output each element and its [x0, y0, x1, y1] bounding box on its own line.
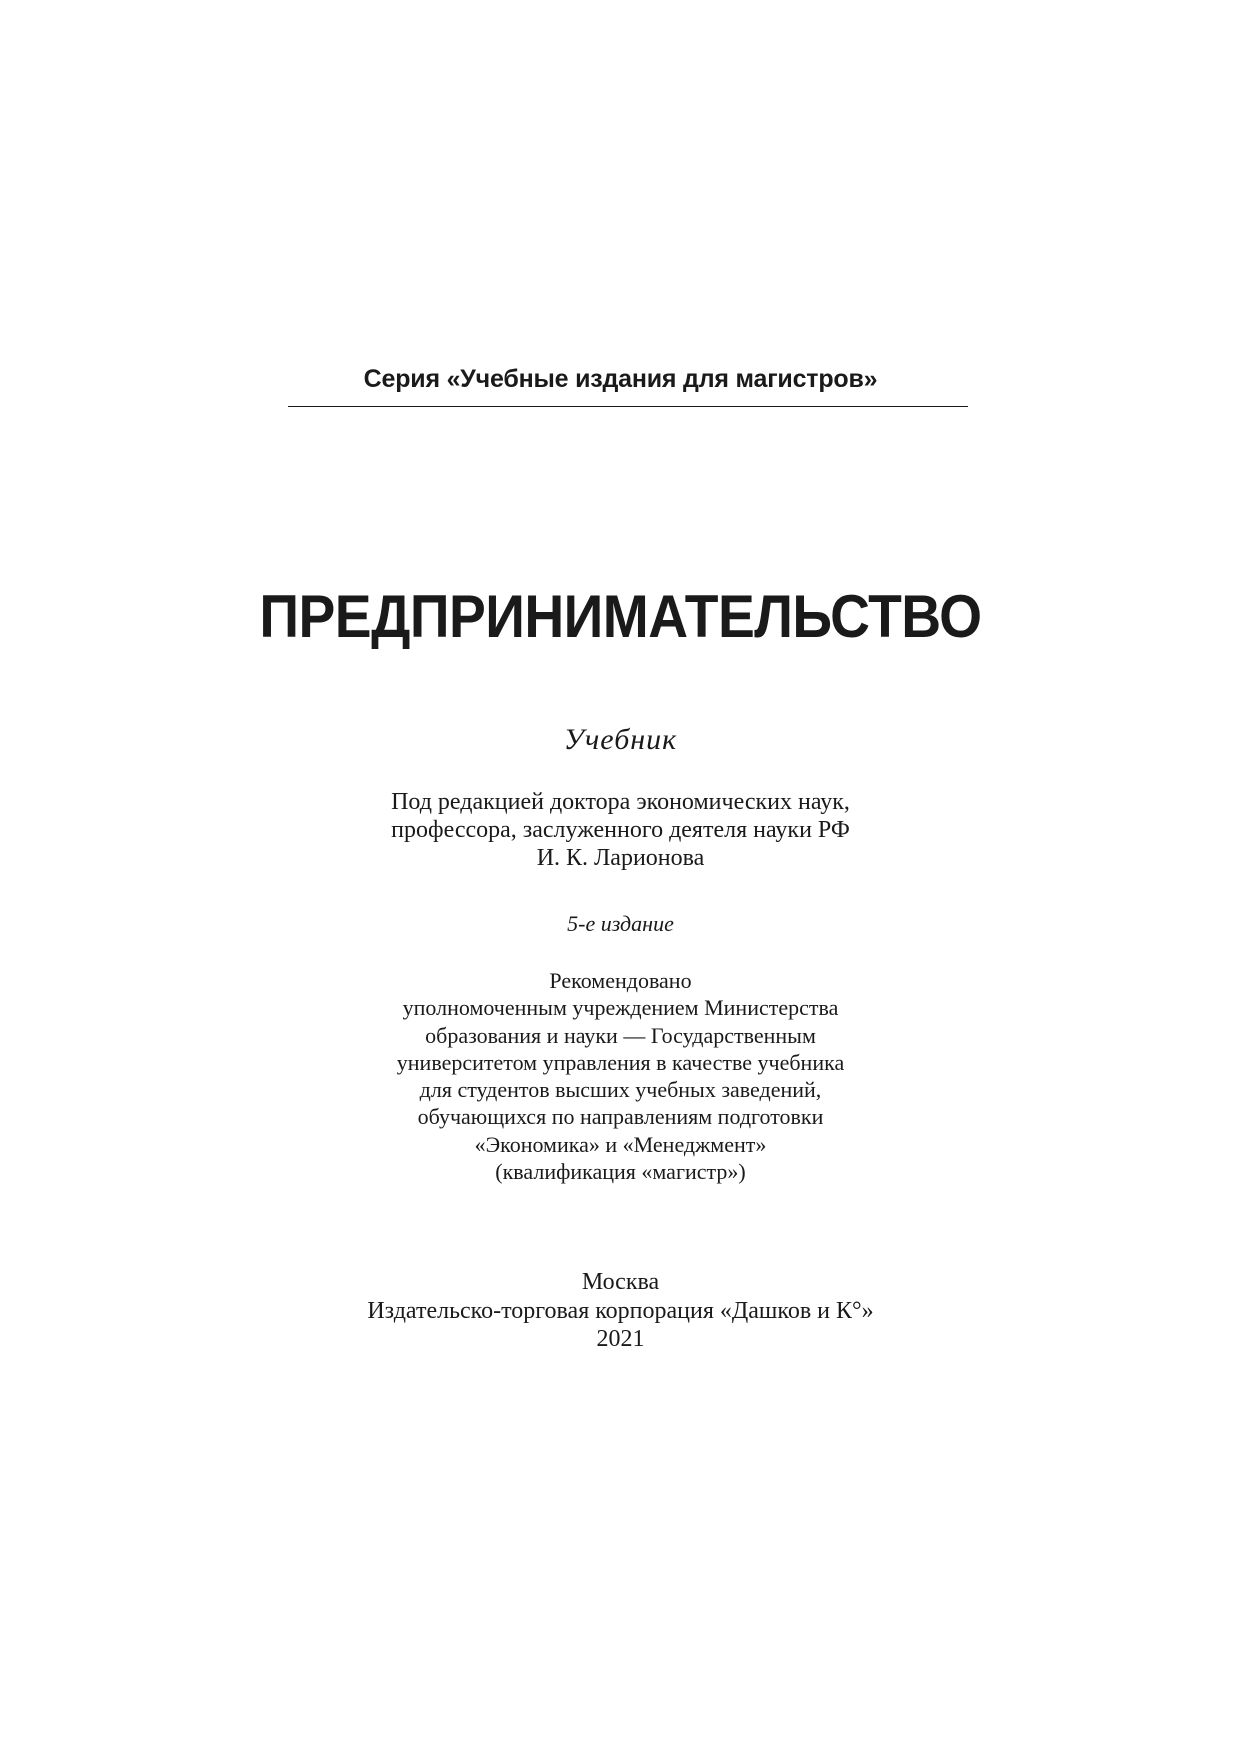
book-title: ПРЕДПРИНИМАТЕЛЬСТВО [259, 583, 982, 650]
recommendation-line: «Экономика» и «Менеджмент» [474, 1131, 767, 1157]
recommendation-block [0, 967, 1241, 1185]
edition-label: 5-е издание [567, 911, 674, 936]
recommendation-line: обучающихся по направлениям подготовки [417, 1104, 824, 1130]
recommendation-line: образования и науки — Государственным [425, 1022, 816, 1048]
imprint-year: 2021 [596, 1326, 645, 1352]
editor-block [0, 788, 1241, 872]
imprint-city: Москва [581, 1269, 660, 1295]
editor-line: профессора, заслуженного деятеля науки РФ [391, 817, 850, 843]
recommendation-line: для студентов высших учебных заведений, [419, 1077, 822, 1103]
series-name: Серия «Учебные издания для магистров» [363, 365, 878, 393]
recommendation-line: (квалификация «магистр») [495, 1159, 746, 1185]
series-divider [288, 406, 968, 407]
recommendation-line: уполномоченным учреждением Министерства [402, 995, 839, 1021]
recommendation-line: Рекомендовано [549, 968, 692, 993]
editor-line: Под редакцией доктора экономических наук, [391, 789, 850, 815]
recommendation-line: университетом управления в качестве учебника [396, 1049, 845, 1075]
imprint-publisher: Издательско-торговая корпорация «Дашков и К°» [367, 1297, 874, 1324]
document-type: Учебник [563, 723, 678, 756]
editor-name: И. К. Ларионова [536, 845, 705, 871]
imprint-block [0, 1268, 1241, 1354]
